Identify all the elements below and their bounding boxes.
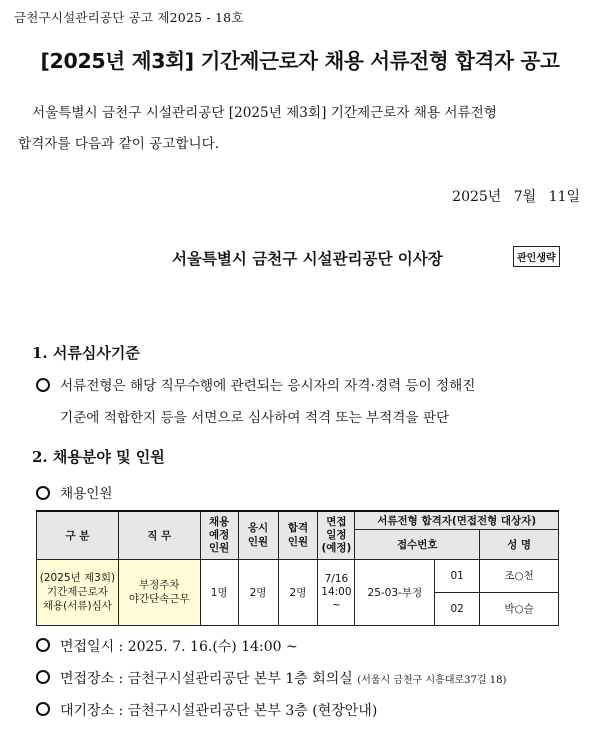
applicant-name: 박○슬 [480,592,559,625]
circle-bullet-icon [36,702,50,716]
header-applicants: 응시 인원 [238,511,278,559]
applicant-name: 조○천 [480,559,559,592]
applicant-number: 01 [435,559,480,592]
section-1-text-line-1: 서류전형은 해당 직무수행에 관련되는 응시자의 자격·경력 등이 정해진 [60,378,476,394]
section-1-heading: 1. 서류심사기준 [32,344,140,362]
row-receipt-prefix: 25-03-부정 [355,559,435,625]
header-name: 성 명 [480,529,559,559]
header-schedule: 면접 일정 (예정) [318,511,355,559]
section-2-heading: 2. 채용분야 및 인원 [32,448,165,466]
header-planned: 채용 예정 인원 [200,511,238,559]
interview-datetime [36,636,298,656]
row-job: 부정주차 야간단속근무 [118,559,200,625]
header-passed: 합격 인원 [278,511,318,559]
row-passed: 2명 [278,559,318,625]
header-category: 구 분 [37,511,119,559]
interview-place-text: 면접장소 : 금천구시설관리공단 본부 1층 회의실 [60,671,353,687]
notice-date: 2025년 7월 11일 [452,189,580,205]
intro-line-2: 합격자를 다음과 같이 공고합니다. [18,136,220,152]
circle-bullet-icon [36,378,50,392]
header-pass-group: 서류전형 합격자(면접전형 대상자) [355,511,559,529]
section-1-bullet [36,370,586,434]
intro-line-1: 서울특별시 금천구 시설관리공단 [2025년 제3회] 기간제근로자 채용 서류전형 [32,105,497,121]
seal-omitted-stamp: 관인생략 [513,246,560,267]
intro-paragraph [18,98,588,160]
row-schedule: 7/16 14:00 ~ [318,559,355,625]
circle-bullet-icon [36,486,50,500]
section-1-text-line-2: 기준에 적합한지 등을 서면으로 심사하여 적격 또는 부적격을 판단 [60,410,450,426]
applicant-number: 02 [435,592,480,625]
interview-place [36,668,506,688]
circle-bullet-icon [36,670,50,684]
notice-number: 금천구시설관리공단 공고 제2025 - 18호 [14,10,244,25]
recruitment-count-label: 채용인원 [60,486,113,502]
row-category: (2025년 제3회) 기간제근로자 채용(서류)심사 [37,559,119,625]
recruitment-table [36,510,559,626]
section-2-bullet [36,478,113,510]
header-receipt-number: 접수번호 [355,529,480,559]
header-job: 직 무 [118,511,200,559]
document-title: [2025년 제3회] 기간제근로자 채용 서류전형 합격자 공고 [40,49,560,73]
waiting-place-text: 대기장소 : 금천구시설관리공단 본부 3층 (현장안내) [60,703,378,719]
waiting-place [36,700,377,720]
row-planned: 1명 [200,559,238,625]
interview-datetime-text: 면접일시 : 2025. 7. 16.(수) 14:00 ~ [60,639,298,655]
row-applicants: 2명 [238,559,278,625]
interview-place-address: (서울시 금천구 시흥대로37길 18) [357,675,507,686]
issuer-name: 서울특별시 금천구 시설관리공단 이사장 [172,250,443,268]
circle-bullet-icon [36,638,50,652]
